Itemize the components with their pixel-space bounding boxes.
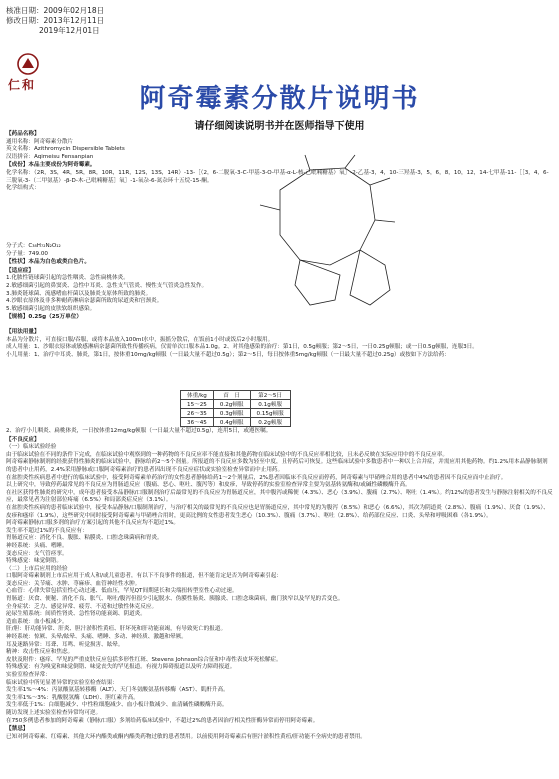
table-cell: 36～45 — [181, 418, 214, 427]
postmarket-line: 全身症状：乏力、感觉异常、疲劳、不适和过敏性休克反应。 — [6, 603, 158, 610]
text-line: 汉语拼音：Aqimeisu Fensanpian — [6, 153, 94, 160]
usage-line: 小儿用量：1、治疗中耳炎、肺炎，第1日，按体重10mg/kg顿服（一日最大量不超过0.5g）；第2～5日，每日按体重5mg/kg顿服（一日最大量不超过0.25g）或按如下方法给药： — [6, 351, 450, 358]
postmarket-line: 随访发现上述实验室检查异常均可逆。 — [6, 709, 102, 716]
table-header: 首 日 — [213, 391, 250, 400]
indication-item: 2.敏感细菌引起的鼻窦炎、急性中耳炎、急性支气管炎、慢性支气管炎急性发作。 — [6, 282, 208, 289]
revision-dates — [6, 6, 104, 36]
table-row — [181, 418, 291, 427]
section-heading: 【性状】本品为白色或类白色片。 — [6, 259, 90, 266]
adverse-line: 由于临床试验在不同的条件下完成，在临床试验中观察到的一种药物的不良反应率不能直接和其他药物在临床试验中的不良反应率相比较，且未必反映在实际应用中的不良反应率。 — [6, 451, 448, 458]
usage-section — [6, 328, 553, 359]
indication-item: 4.沙眼衣原体及非多种耐药淋病奈瑟菌所致的尿道炎和宫颈炎。 — [6, 298, 163, 305]
postmarket-line: 泌尿生殖系统：间质性肾炎、急性肾功能衰竭、阴道炎。 — [6, 611, 146, 618]
section-heading: 【药品名称】 — [6, 131, 40, 137]
postmarket-line: 肝/胆：肝功能异常、肝炎、胆汁淤积性黄疸、肝坏死和肝功能衰竭，有导致死亡的报道。 — [6, 626, 227, 633]
contraindication-line: 已知对阿奇霉素、红霉素、其他大环内酯类或酮内酯类药物过敏的患者禁用。以前使用阿奇霉素后有胆汁淤积性黄疸/肝功能不全病史的患者禁用。 — [6, 733, 366, 740]
section-heading: 【禁忌】 — [6, 726, 29, 733]
table-row — [181, 409, 291, 418]
table-cell: 0.1g顿服 — [250, 400, 290, 409]
subheading: （二）上市后应用的经验 — [6, 565, 68, 572]
section-heading: 【用法用量】 — [6, 329, 40, 335]
table-header: 第2～5日 — [250, 391, 290, 400]
table-cell: 0.2g顿服 — [250, 418, 290, 427]
table-cell: 0.4g顿服 — [213, 418, 250, 427]
postmarket-line: 皮肤及附件：瘙痒、罕见的严重皮肤反应包括多形性红斑、Stevens Johnson综合征和中毒性表皮坏死松解症。 — [6, 656, 282, 663]
adverse-line: 在社区获得性肺炎的研究中，成年患者接受本品静脉/口服制剂治疗后最常见的不良反应为胃肠道反应，其中腹泻或稀便（4.3%）、恶心（3.9%）、腹痛（2.7%）、呕吐（1.4%）。约12%的患者发生与静脉注射相关的不良反应，最常见者为注射部位疼痛（6.5%）和局部炎症反应（3.1%）。 — [6, 489, 553, 504]
indication-item: 5.敏感细菌引起的皮肤软组织感染。 — [6, 305, 96, 312]
adverse-line: 以上研究中，导致停药最常见的不良反应为胃肠道反应（腹痛、恶心、呕吐、腹泻等）和皮疹，导致停药的实验室检查异常主要为氨基转氨酶和/或碱性磷酸酶升高。 — [6, 482, 411, 489]
postmarket-line: 心血管：心律失常包括室性心动过速、低血压，罕见QT间期延长和尖端扭转型室性心动过速。 — [6, 588, 238, 595]
page-title: 阿奇霉素分散片说明书 — [139, 84, 420, 114]
adverse-line: 变态反应：支气管痉挛。 — [6, 550, 68, 557]
adverse-line: 阿奇霉素静脉制剂的经批获得性肺炎的临床试验中，静脉给药2～5个剂量。所报道的不良反应多数为轻至中度，且停药后可恢复。这些临床试验中多数患者中一种以上合并症，并需应用其他药物。约1.2%用本品静脉制剂的患者中止用药，2.4%采用静脉或口服阿奇霉素治疗的患者因出现不良反应症状或实验室检查异常而中止用药。 — [6, 459, 548, 473]
postmarket-line: 临床试验中所见显著异常的实验室检查结果： — [6, 679, 118, 686]
table-header-row — [181, 391, 291, 400]
chemical-name: 化学名称：（2R，3S，4R，5R，8R，10R，11R，12S，13S，14R）-13-［（2，6-二脱氧-3-C-甲基-3-O-甲基-α-L-核-己吡喃糖基）氧］-2-乙基-3，4，10-三羟基-3，5，6，8，10，12，14-七甲基-11-［［3，4，6-三脱氧-3-（二甲氨基）-β-D-木-己吡喃糖基］氧］-1-氧杂-6-氮杂环十五烷-15-酮。 — [6, 169, 549, 184]
indication-item: 1.化脓性链球菌引起的急性咽炎、急性扁桃体炎。 — [6, 275, 129, 282]
table-cell: 0.3g顿服 — [213, 409, 250, 418]
text-line: 通用名称：阿奇霉素分散片 — [6, 138, 74, 145]
section-heading: 【适应症】 — [6, 267, 34, 274]
postmarket-line: 实验室检查异常： — [6, 672, 51, 678]
adverse-section — [6, 428, 553, 741]
postmarket-line: 精神：攻击性反应和焦虑。 — [6, 649, 74, 656]
adverse-line: 在盆腔炎性疾病患者中进行的临床试验中，接受阿奇霉素单药治疗的女性患者静脉给药1～2个剂量后，2%患者因临床不良反应而停药，阿奇霉素与甲硝唑合用的患者中4%的患者因不良反应而中止治疗。 — [6, 474, 507, 481]
postmarket-line: 造血系统：血小板减少。 — [6, 618, 68, 625]
adverse-line: 在盆腔炎性疾病的患者临床试验中，接受本品静脉/口服制剂治疗，与治疗相关的最常见的不良反应也是胃肠道反应，其中常见的为腹泻（8.5%）和恶心（6.6%），其次为阴道炎（2.8%）、腹痛（1.9%）、厌食（1.9%）、皮疹和瘙痒（1.9%），这些研究中同时接受阿奇霉素与甲硝唑合用时，更高比例的女性患者发生恶心（10.3%）、腹痛（3.7%）、呕吐（2.8%）、给药部位反应、口炎、头晕和呼吸困难（各1.9%）。 — [6, 504, 549, 519]
revision-line: 核准日期：2009年02月18日 — [6, 6, 105, 15]
usage-line: 本品为分散片，可直接口服/吞服，或将本品放入100ml水中，振摇分散后，在饭前1小时或饭后2小时服用。 — [6, 336, 274, 343]
dose-table — [180, 390, 291, 427]
structure-label: 化学结构式： — [6, 185, 40, 192]
table-row — [181, 400, 291, 409]
usage-line: 成人用量：1、沙眼衣原体或敏感淋病奈瑟菌所致性传播疾病，仅需单次口服本品1.0g。2、对其他感染的治疗：第1日，0.5g顿服；第2～5日，一日0.25g顿服；或一日0.5g顿服，连服3日。 — [6, 344, 478, 351]
table-cell: 0.2g顿服 — [213, 400, 250, 409]
molecular-formula: 分子式：C₃₈H₇₂N₂O₁₂ — [6, 243, 61, 249]
text-line: 英文名称：Azithromycin Dispersible Tablets — [6, 146, 125, 153]
postmarket-line: 在750多例患者参加的阿奇霉素（静脉/口服）多剂给药临床试验中，不超过2%的患者因治疗相关性肝酶异常而停用阿奇霉素。 — [6, 717, 319, 724]
page-subtitle: 请仔细阅读说明书并在医师指导下使用 — [194, 121, 365, 132]
adverse-line: 特殊感觉：味觉倒错。 — [6, 558, 62, 565]
postmarket-line: 发生率1%～4%：丙氨酸氨基转移酶（ALT）、天门冬氨酸氨基转移酶（AST）、肌酐升高。 — [6, 687, 229, 694]
adverse-line: 胃肠道反应：消化不良、腹胀、粘膜炎、口腔念珠菌病和胃炎。 — [6, 535, 163, 542]
subheading: （一）临床试验经验 — [6, 444, 57, 451]
postmarket-line: 口服阿奇霉素制剂上市后应用于成人和/或儿童患者，有以下不良事件的报道，但不能肯定是否为阿奇霉素引起： — [6, 573, 282, 580]
revision-line: 2019年12月01日 — [39, 26, 100, 35]
usage-line: 2、治疗小儿咽炎、扁桃体炎，一日按体重12mg/kg顿服（一日最大量不超过0.5g），连用5日，或遵医嘱。 — [6, 428, 272, 434]
adverse-line: 神经系统：头痛、嗜睡。 — [6, 542, 68, 549]
drug-info-top — [6, 130, 553, 193]
brand-name: 仁和 — [8, 78, 37, 92]
postmarket-line: 发生率低于1%：白细胞减少、中性粒细胞减少、血小板计数减少、血清碱性磷酸酶升高。 — [6, 702, 228, 709]
adverse-line: 发生率不超过1%的不良反应有： — [6, 527, 88, 534]
table-cell: 0.15g顿服 — [250, 409, 290, 418]
section-heading: 【规格】0.25g（25万单位） — [6, 314, 82, 321]
table-cell: 26～35 — [181, 409, 214, 418]
revision-line: 修改日期：2013年12月11日 — [6, 16, 105, 25]
section-heading: 【不良反应】 — [6, 436, 40, 443]
adverse-line: 阿奇霉素静脉/口服多剂的治疗方案引起的其他不良反应均不超过1%。 — [6, 520, 179, 527]
postmarket-line: 胃肠道：厌食、便秘、消化不良、胀气、呕吐/腹泻但很少引起脱水、伪膜性肠炎、胰腺炎、口腔念珠菌病，幽门狭窄以及罕见的舌变色。 — [6, 596, 344, 603]
drug-info-mid — [6, 243, 246, 322]
molecular-weight: 分子量：749.00 — [6, 250, 48, 257]
section-heading: 【成份】本品主要成份为阿奇霉素。 — [6, 162, 96, 169]
postmarket-line: 神经系统：惊厥、头晕/眩晕、头痛、嗜睡、多动、神经质、激越和晕厥。 — [6, 634, 187, 641]
postmarket-line: 变态反应：关节痛、水肿、荨麻疹、血管神经性水肿。 — [6, 580, 141, 587]
table-cell: 15～25 — [181, 400, 214, 409]
postmarket-line: 发生率1%～3%：乳酸脱氢酶（LDH）、胆红素升高。 — [6, 694, 139, 701]
postmarket-line: 耳及迷路异常：耳聋、耳鸣、听觉损害、眩晕。 — [6, 641, 124, 648]
table-header: 体重/kg — [181, 391, 214, 400]
postmarket-line: 特殊感觉：有为嗅觉和味觉倒错、味觉丧失的罕见报道。有视力障碍报道以及听力障碍报道。 — [6, 664, 236, 671]
indication-item: 3.肺炎链球菌、流感嗜血杆菌以及肺炎支原体所致的肺炎。 — [6, 290, 152, 297]
